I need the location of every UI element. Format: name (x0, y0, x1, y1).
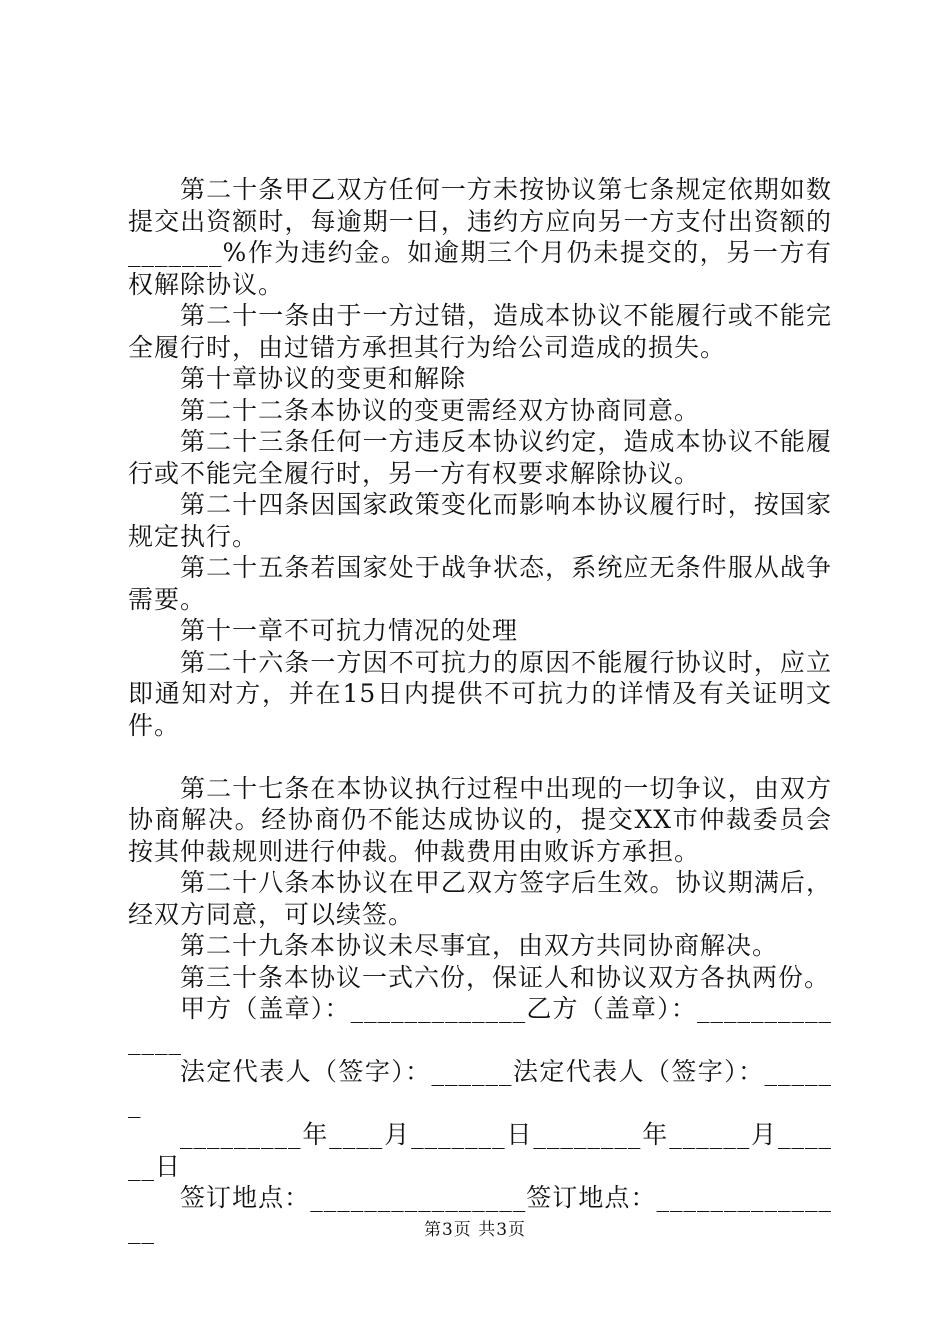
blank-line (128, 741, 832, 773)
clause-27: 第二十七条在本协议执行过程中出现的一切争议，由双方协商解决。经协商仍不能达成协议的，提交XX市仲裁委员会按其仲裁规则进行仲裁。仲裁费用由败诉方承担。 (128, 773, 832, 866)
page-footer: 第3页 共3页 (423, 1220, 527, 1240)
clause-21: 第二十一条由于一方过错，造成本协议不能履行或不能完全履行时，由过错方承担其行为给公司造成的损失。 (128, 301, 832, 362)
clause-23: 第二十三条任何一方违反本协议约定，造成本协议不能履行或不能完全履行时，另一方有权要求解除协议。 (128, 427, 832, 488)
date-line: _________年____月_______日________年______月______日 (128, 1120, 832, 1181)
clause-26: 第二十六条一方因不可抗力的原因不能履行协议时，应立即通知对方，并在15日内提供不可抗力的详情及有关证明文件。 (128, 647, 832, 740)
clause-25: 第二十五条若国家处于战争状态，系统应无条件服从战争需要。 (128, 553, 832, 614)
clause-24: 第二十四条因国家政策变化而影响本协议履行时，按国家规定执行。 (128, 490, 832, 551)
clause-22: 第二十二条本协议的变更需经双方协商同意。 (180, 395, 701, 425)
clause-29: 第二十九条本协议未尽事宜，由双方共同协商解决。 (180, 931, 779, 960)
chapter-11-heading: 第十一章不可抗力情况的处理 (180, 616, 519, 645)
representative-line: 法定代表人（签字）：______法定代表人（签字）：______ (128, 1057, 832, 1118)
clause-20: 第二十条甲乙双方任何一方未按协议第七条规定依期如数提交出资额时，每逾期一日，违约方应向另一方支付出资额的_______%作为违约金。如逾期三个月仍未提交的，另一方有权解除协议。 (128, 175, 832, 299)
clause-30: 第三十条本协议一式六份，保证人和协议双方各执两份。 (180, 962, 831, 992)
clause-28: 第二十八条本协议在甲乙双方签字后生效。协议期满后，经双方同意，可以续签。 (128, 868, 832, 929)
seal-line: 甲方（盖章）：_____________乙方（盖章）：______________ (128, 994, 832, 1055)
document-body (128, 174, 832, 1245)
signing-place-line: 签订地点：________________签订地点：_______________ (128, 1183, 832, 1244)
chapter-10-heading: 第十章协议的变更和解除 (180, 364, 467, 393)
